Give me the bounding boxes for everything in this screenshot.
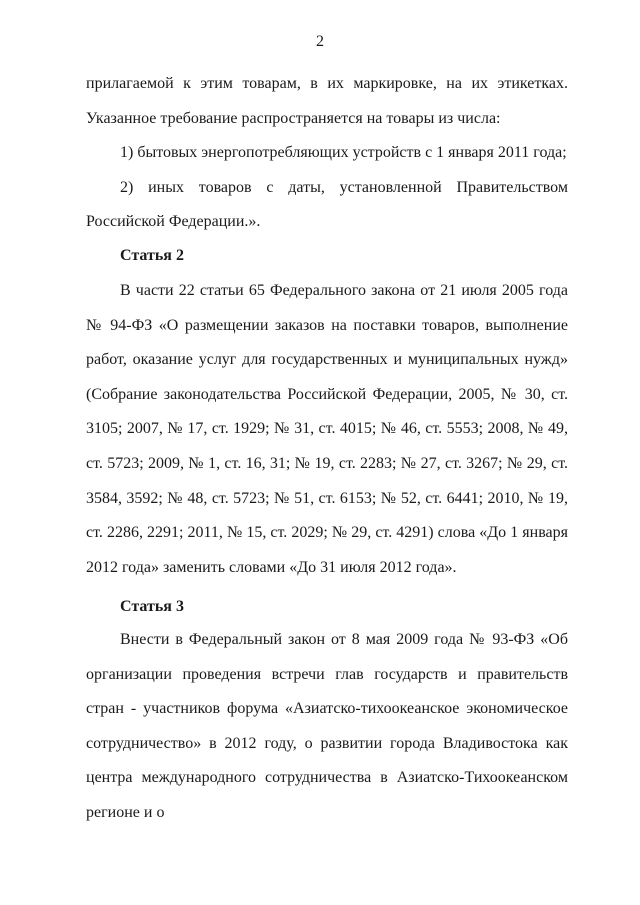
paragraph-requirement: прилагаемой к этим товарам, в их маркировке, на их этикетках. Указанное требование распространяется на товары из числа: [86,75,568,127]
article-3-block [86,623,568,831]
article-2-text: В части 22 статьи 65 Федерального закона от 21 июля 2005 года № 94-ФЗ «О размещении заказов на поставки товаров, выполнение работ, оказание услуг для государственных и муниципальных нужд» (Собрание законодательства Российской Федерации, 2005, № 30, ст. 3105; 2007, № 17, ст. 1929; № 31, ст. 4015; № 46, ст. 5553; 2008, № 49, ст. 5723; 2009, № 1, ст. 16, 31; № 19, ст. 2283; № 27, ст. 3267; № 29, ст. 3584, 3592; № 48, ст. 5723; № 51, ст. 6153; № 52, ст. 6441; 2010, № 19, ст. 2286, 2291; 2011, № 15, ст. 2029; № 29, ст. 4291) слова «До 1 января 2012 года» заменить словами «До 31 июля 2012 года». [86,282,568,576]
article-3-heading: Статья 3 [120,598,184,615]
paragraph-item-1: 1) бытовых энергопотребляющих устройств с 1 января 2011 года; [120,144,567,162]
article-2-block [86,274,568,585]
article-3-text: Внести в Федеральный закон от 8 мая 2009 года № 93-ФЗ «Об организации проведения встречи глав государств и правительств стран - участников форума «Азиатско-тихоокеанское экономическое сотрудничество» в 2012 году, о развитии города Владивостока как центра международного сотрудничества в Азиатско-Тихоокеанском регионе и о [86,631,568,821]
page-number: 2 [316,33,324,50]
intro-block [86,67,568,240]
article-2-heading: Статья 2 [120,247,184,264]
paragraph-item-2: 2) иных товаров с даты, установленной Правительством Российской Федерации.». [86,178,568,231]
